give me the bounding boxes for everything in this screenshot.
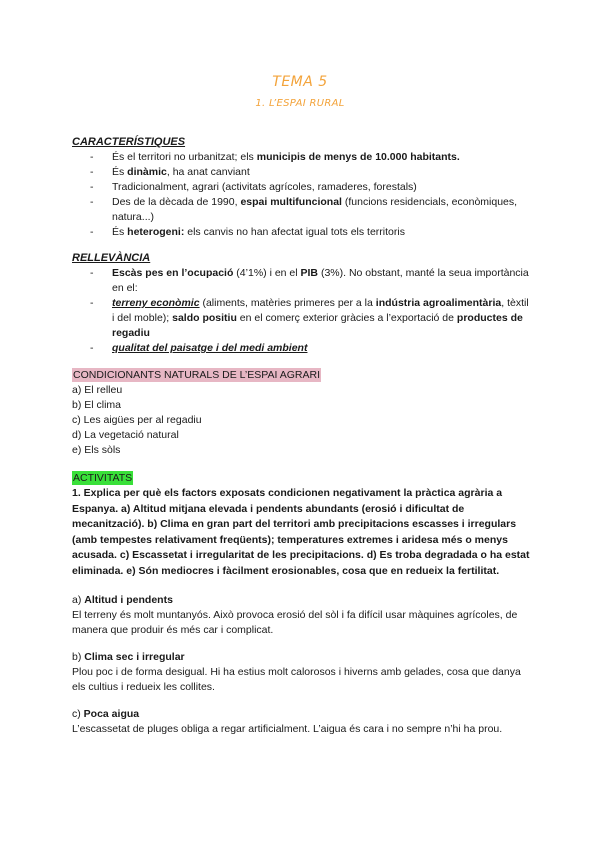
list-item: - És dinàmic, ha anat canviant (72, 165, 532, 180)
list-item: - terreny econòmic (aliments, matèries primeres per a la indústria agroalimentària, tèxtil i del moble); saldo positiu en el comerç exterior gràcies a l’exportació de productes de regadiu (72, 296, 532, 341)
answer-text: L’escassetat de pluges obliga a regar artificialment. L’aigua és cara i no sempre n’hi ha prou. (72, 723, 503, 735)
caracteristiques-list (72, 150, 532, 240)
list-item: c) Les aigües per al regadiu (72, 414, 202, 426)
list-item: - Tradicionalment, agrari (activitats agrícoles, ramaderes, forestals) (72, 180, 532, 195)
answer-block: a) Altitud i pendents El terreny és molt muntanyós. Això provoca erosió del sòl i fa difícil usar màquines agrícoles, de manera que produir és més car i complicat. (72, 593, 532, 638)
rellevancia-heading: RELLEVÀNCIA (72, 252, 151, 264)
condicionants-section (72, 368, 532, 458)
condicionants-heading: CONDICIONANTS NATURALS DE L’ESPAI AGRARI (73, 369, 320, 381)
list-item: - És heterogeni: els canvis no han afectat igual tots els territoris (72, 225, 532, 240)
document-title: TEMA 5 (272, 74, 328, 90)
activitats-heading: ACTIVITATS (73, 472, 133, 484)
list-item: - Escàs pes en l’ocupació (4’1%) i en el PIB (3%). No obstant, manté la seua importància en el: (72, 266, 532, 296)
answer-text: El terreny és molt muntanyós. Això provoca erosió del sòl i fa difícil usar màquines agrícoles, de manera que produir és més car i complicat. (72, 609, 518, 636)
list-item: - És el territori no urbanitzat; els municipis de menys de 10.000 habitants. (72, 150, 532, 165)
answer-text: Plou poc i de forma desigual. Hi ha estius molt calorosos i hiverns amb gelades, cosa que danya els cultius i redueix les collites. (72, 666, 521, 693)
activitats-section (72, 471, 532, 737)
list-item: b) El clima (72, 399, 122, 411)
document-subtitle: 1. L’ESPAI RURAL (255, 98, 345, 109)
rellevancia-list (72, 266, 532, 356)
list-item: - Des de la dècada de 1990, espai multifuncional (funcions residencials, econòmiques, natura...) (72, 195, 532, 225)
list-item: e) Els sòls (72, 444, 121, 456)
rellevancia-section (72, 251, 532, 356)
list-item: d) La vegetació natural (72, 429, 179, 441)
caracteristiques-heading: CARACTERÍSTIQUES (72, 136, 186, 148)
answer-block: b) Clima sec i irregular Plou poc i de forma desigual. Hi ha estius molt calorosos i hiverns amb gelades, cosa que danya els cultius i redueix les collites. (72, 650, 532, 695)
answer-block: c) Poca aigua L’escassetat de pluges obliga a regar artificialment. L’aigua és cara i no sempre n’hi ha prou. (72, 707, 532, 737)
list-item: a) El relleu (72, 384, 123, 396)
activity-question: 1. Explica per què els factors exposats condicionen negativament la pràctica agrària a Espanya. a) Altitud mitjana elevada i pendents abundants (erosió i dificultat de mecanització). b) Clima en gran part del territori amb precipitacions escasses i irregulars (amb tempestes relativament freqüents); temperatures extremes i aridesa més o menys acusada. c) Escassetat i irregularitat de les precipitacions. d) Es troba degradada o ha estat eliminada. e) Són mediocres i fàcilment erosionables, cosa que en redueix la fertilitat. (72, 487, 530, 577)
caracteristiques-section (72, 135, 532, 240)
list-item: - qualitat del paisatge i del medi ambient (72, 341, 532, 356)
